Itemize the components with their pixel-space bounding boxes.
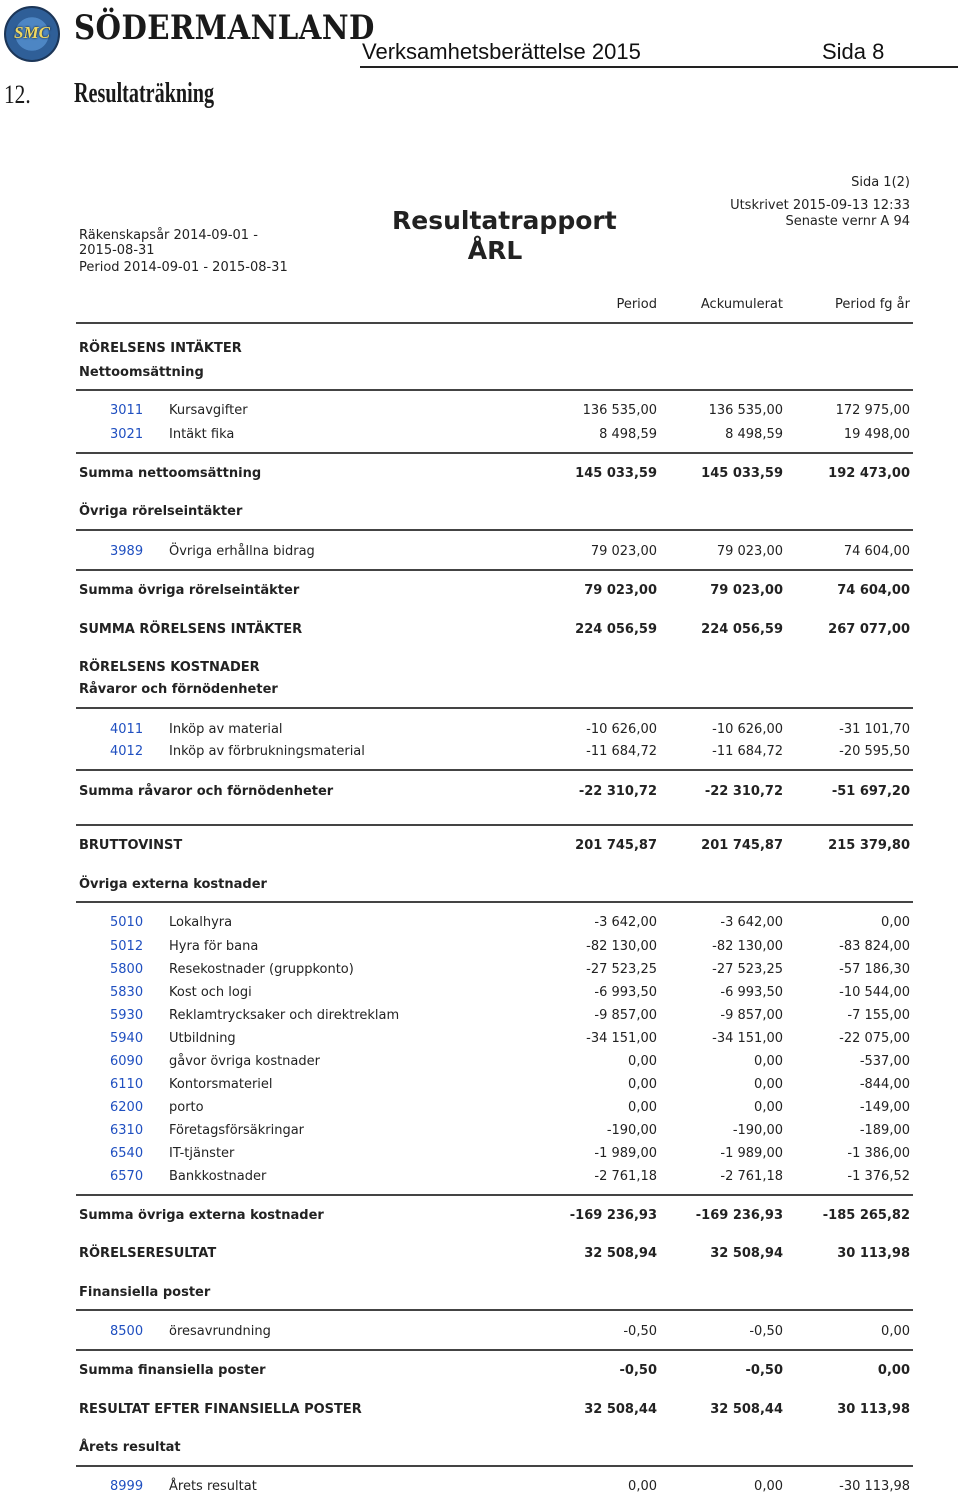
total-label: Summa råvaror och förnödenheter: [79, 784, 334, 799]
account-label: Företagsförsäkringar: [169, 1123, 305, 1138]
account-code: 5012: [110, 939, 144, 954]
group-heading: [0, 682, 960, 702]
account-row: [0, 1324, 960, 1344]
heading-label: RÖRELSENS INTÄKTER: [79, 341, 242, 356]
account-code: 5010: [110, 915, 144, 930]
value-accumulated: -0,50: [745, 1363, 783, 1378]
table-rule: [76, 707, 913, 709]
value-period: 224 056,59: [575, 622, 657, 637]
value-period: 32 508,94: [584, 1246, 657, 1261]
account-label: Kursavgifter: [169, 403, 248, 418]
account-code: 5830: [110, 985, 144, 1000]
value-previous-year: 19 498,00: [843, 427, 910, 442]
value-period: 0,00: [628, 1054, 657, 1069]
value-period: 136 535,00: [582, 403, 657, 418]
value-previous-year: -149,00: [859, 1100, 910, 1115]
value-previous-year: 172 975,00: [835, 403, 910, 418]
account-row: [0, 1169, 960, 1189]
account-row: [0, 722, 960, 742]
table-rule: [76, 529, 913, 531]
value-period: -0,50: [619, 1363, 657, 1378]
account-row: [0, 1123, 960, 1143]
table-rule: [76, 769, 913, 771]
account-row: [0, 427, 960, 447]
value-previous-year: -7 155,00: [847, 1008, 910, 1023]
account-code: 5930: [110, 1008, 144, 1023]
value-previous-year: 30 113,98: [837, 1246, 910, 1261]
value-period: -1 989,00: [594, 1146, 657, 1161]
value-accumulated: 0,00: [754, 1100, 783, 1115]
value-previous-year: -83 824,00: [839, 939, 910, 954]
account-label: Övriga erhållna bidrag: [169, 544, 315, 559]
value-accumulated: -11 684,72: [712, 744, 783, 759]
report-page: Sida 1(2): [851, 175, 910, 190]
value-period: -22 310,72: [578, 784, 657, 799]
total-label: Summa finansiella poster: [79, 1363, 266, 1378]
account-label: gåvor övriga kostnader: [169, 1054, 320, 1069]
value-period: 8 498,59: [599, 427, 657, 442]
account-code: 6110: [110, 1077, 144, 1092]
value-previous-year: -31 101,70: [839, 722, 910, 737]
account-label: Årets resultat: [169, 1479, 257, 1494]
heading-label: Nettoomsättning: [79, 365, 204, 380]
account-label: Inköp av material: [169, 722, 283, 737]
account-row: [0, 985, 960, 1005]
value-period: -0,50: [623, 1324, 657, 1339]
report-period: Period 2014-09-01 - 2015-08-31: [79, 260, 288, 275]
value-accumulated: 79 023,00: [716, 544, 783, 559]
value-accumulated: 145 033,59: [701, 466, 783, 481]
value-accumulated: 136 535,00: [708, 403, 783, 418]
total-row: [0, 583, 960, 603]
value-period: 79 023,00: [590, 544, 657, 559]
account-code: 4011: [110, 722, 144, 737]
heading-label: Övriga externa kostnader: [79, 877, 267, 892]
account-row: [0, 1008, 960, 1028]
account-code: 4012: [110, 744, 144, 759]
table-rule: [76, 1309, 913, 1311]
value-previous-year: -51 697,20: [831, 784, 910, 799]
account-label: porto: [169, 1100, 204, 1115]
value-previous-year: -30 113,98: [839, 1479, 910, 1494]
value-accumulated: 32 508,94: [710, 1246, 783, 1261]
account-row: [0, 1146, 960, 1166]
value-previous-year: -1 386,00: [847, 1146, 910, 1161]
value-period: -34 151,00: [586, 1031, 657, 1046]
account-row: [0, 1100, 960, 1120]
section-title: Resultaträkning: [74, 78, 215, 109]
report-title: Resultatrapport: [392, 206, 617, 235]
value-period: -11 684,72: [586, 744, 657, 759]
total-label: Summa övriga externa kostnader: [79, 1208, 324, 1223]
total-row: [0, 1402, 960, 1422]
value-period: 0,00: [628, 1100, 657, 1115]
value-period: 0,00: [628, 1479, 657, 1494]
table-rule: [76, 569, 913, 571]
account-label: öresavrundning: [169, 1324, 271, 1339]
value-accumulated: -22 310,72: [704, 784, 783, 799]
total-row: [0, 1208, 960, 1228]
table-rule: [76, 1349, 913, 1351]
table-rule: [76, 389, 913, 391]
value-previous-year: 30 113,98: [837, 1402, 910, 1417]
value-accumulated: -10 626,00: [712, 722, 783, 737]
table-rule: [76, 1194, 913, 1196]
value-accumulated: -6 993,50: [720, 985, 783, 1000]
heading-label: Årets resultat: [79, 1440, 181, 1455]
heading-label: Råvaror och förnödenheter: [79, 682, 278, 697]
total-label: RESULTAT EFTER FINANSIELLA POSTER: [79, 1402, 362, 1417]
value-period: -3 642,00: [594, 915, 657, 930]
table-rule: [76, 322, 913, 324]
account-code: 6090: [110, 1054, 144, 1069]
group-heading: [0, 1440, 960, 1460]
heading-label: Övriga rörelseintäkter: [79, 504, 243, 519]
account-code: 5940: [110, 1031, 144, 1046]
table-rule: [76, 901, 913, 903]
account-label: IT-tjänster: [169, 1146, 235, 1161]
value-period: -2 761,18: [594, 1169, 657, 1184]
account-code: 5800: [110, 962, 144, 977]
value-accumulated: 0,00: [754, 1479, 783, 1494]
total-label: RÖRELSERESULTAT: [79, 1246, 217, 1261]
account-label: Intäkt fika: [169, 427, 235, 442]
value-accumulated: -0,50: [749, 1324, 783, 1339]
value-period: 0,00: [628, 1077, 657, 1092]
account-label: Resekostnader (gruppkonto): [169, 962, 354, 977]
value-accumulated: -2 761,18: [720, 1169, 783, 1184]
value-accumulated: 79 023,00: [710, 583, 783, 598]
account-row: [0, 1054, 960, 1074]
value-accumulated: -190,00: [732, 1123, 783, 1138]
total-row: [0, 1363, 960, 1383]
account-label: Kontorsmateriel: [169, 1077, 273, 1092]
total-label: BRUTTOVINST: [79, 838, 183, 853]
account-code: 6540: [110, 1146, 144, 1161]
account-label: Lokalhyra: [169, 915, 233, 930]
group-heading: [0, 660, 960, 680]
value-previous-year: 192 473,00: [828, 466, 910, 481]
page-number: Sida 8: [822, 39, 885, 64]
account-row: [0, 962, 960, 982]
value-previous-year: -10 544,00: [839, 985, 910, 1000]
value-previous-year: 267 077,00: [828, 622, 910, 637]
value-period: -10 626,00: [586, 722, 657, 737]
account-code: 3989: [110, 544, 144, 559]
total-row: [0, 838, 960, 858]
value-accumulated: 224 056,59: [701, 622, 783, 637]
report-printed: Utskrivet 2015-09-13 12:33: [730, 198, 910, 213]
account-label: Inköp av förbrukningsmaterial: [169, 744, 365, 759]
value-period: -169 236,93: [569, 1208, 657, 1223]
total-row: [0, 466, 960, 486]
total-row: [0, 784, 960, 804]
value-previous-year: 215 379,80: [828, 838, 910, 853]
account-code: 6200: [110, 1100, 144, 1115]
total-label: SUMMA RÖRELSENS INTÄKTER: [79, 622, 303, 637]
value-previous-year: 74 604,00: [837, 583, 910, 598]
total-label: Summa nettoomsättning: [79, 466, 262, 481]
account-row: [0, 744, 960, 764]
value-accumulated: -9 857,00: [720, 1008, 783, 1023]
group-heading: [0, 504, 960, 524]
value-accumulated: -34 151,00: [712, 1031, 783, 1046]
account-row: [0, 1479, 960, 1499]
total-label: Summa övriga rörelseintäkter: [79, 583, 300, 598]
value-previous-year: 0,00: [877, 1363, 910, 1378]
header-divider: [360, 66, 958, 68]
report-subtitle: ÅRL: [467, 236, 523, 265]
value-previous-year: 74 604,00: [843, 544, 910, 559]
account-label: Kost och logi: [169, 985, 252, 1000]
value-accumulated: -82 130,00: [712, 939, 783, 954]
report-fiscal-year-end: 2015-08-31: [79, 243, 155, 258]
total-row: [0, 1246, 960, 1266]
account-row: [0, 1031, 960, 1051]
brand-name: SÖDERMANLAND: [74, 8, 375, 48]
value-previous-year: -537,00: [859, 1054, 910, 1069]
column-header-period: Period: [616, 297, 657, 312]
value-previous-year: -57 186,30: [839, 962, 910, 977]
account-code: 3021: [110, 427, 144, 442]
value-period: 145 033,59: [575, 466, 657, 481]
value-accumulated: 201 745,87: [701, 838, 783, 853]
table-rule: [76, 452, 913, 454]
value-accumulated: -3 642,00: [720, 915, 783, 930]
value-period: 79 023,00: [584, 583, 657, 598]
value-period: 32 508,44: [584, 1402, 657, 1417]
table-rule: [76, 1465, 913, 1467]
value-accumulated: -27 523,25: [712, 962, 783, 977]
smc-logo: [4, 6, 60, 62]
value-period: -9 857,00: [594, 1008, 657, 1023]
value-previous-year: -1 376,52: [847, 1169, 910, 1184]
account-code: 6310: [110, 1123, 144, 1138]
value-previous-year: -20 595,50: [839, 744, 910, 759]
account-code: 6570: [110, 1169, 144, 1184]
document-title: Verksamhetsberättelse 2015: [362, 39, 641, 64]
account-code: 8999: [110, 1479, 144, 1494]
section-number: 12.: [4, 80, 31, 109]
value-accumulated: 32 508,44: [710, 1402, 783, 1417]
heading-label: RÖRELSENS KOSTNADER: [79, 660, 260, 675]
value-previous-year: -185 265,82: [822, 1208, 910, 1223]
value-period: -27 523,25: [586, 962, 657, 977]
column-header-previous-year: Period fg år: [835, 297, 910, 312]
value-accumulated: 0,00: [754, 1054, 783, 1069]
total-row: [0, 622, 960, 642]
account-row: [0, 544, 960, 564]
value-period: -190,00: [606, 1123, 657, 1138]
account-label: Utbildning: [169, 1031, 236, 1046]
account-row: [0, 1077, 960, 1097]
value-accumulated: 0,00: [754, 1077, 783, 1092]
account-label: Reklamtrycksaker och direktreklam: [169, 1008, 400, 1023]
account-label: Bankkostnader: [169, 1169, 267, 1184]
group-heading: [0, 1285, 960, 1305]
logo-text: SMC: [14, 23, 50, 42]
table-rule: [76, 824, 913, 826]
account-row: [0, 915, 960, 935]
account-row: [0, 939, 960, 959]
value-accumulated: -169 236,93: [695, 1208, 783, 1223]
account-code: 3011: [110, 403, 144, 418]
value-previous-year: -844,00: [859, 1077, 910, 1092]
value-accumulated: -1 989,00: [720, 1146, 783, 1161]
value-accumulated: 8 498,59: [725, 427, 783, 442]
group-heading: [0, 877, 960, 897]
value-previous-year: -189,00: [859, 1123, 910, 1138]
group-heading: [0, 341, 960, 361]
value-previous-year: -22 075,00: [839, 1031, 910, 1046]
report-fiscal-year-start: Räkenskapsår 2014-09-01 -: [79, 228, 258, 243]
value-previous-year: 0,00: [881, 1324, 910, 1339]
report-latest-vernr: Senaste vernr A 94: [785, 214, 910, 229]
group-heading: [0, 365, 960, 385]
account-row: [0, 403, 960, 423]
value-previous-year: 0,00: [881, 915, 910, 930]
account-label: Hyra för bana: [169, 939, 259, 954]
account-code: 8500: [110, 1324, 144, 1339]
column-header-accumulated: Ackumulerat: [700, 297, 783, 312]
value-period: 201 745,87: [575, 838, 657, 853]
value-period: -82 130,00: [586, 939, 657, 954]
heading-label: Finansiella poster: [79, 1285, 211, 1300]
value-period: -6 993,50: [594, 985, 657, 1000]
